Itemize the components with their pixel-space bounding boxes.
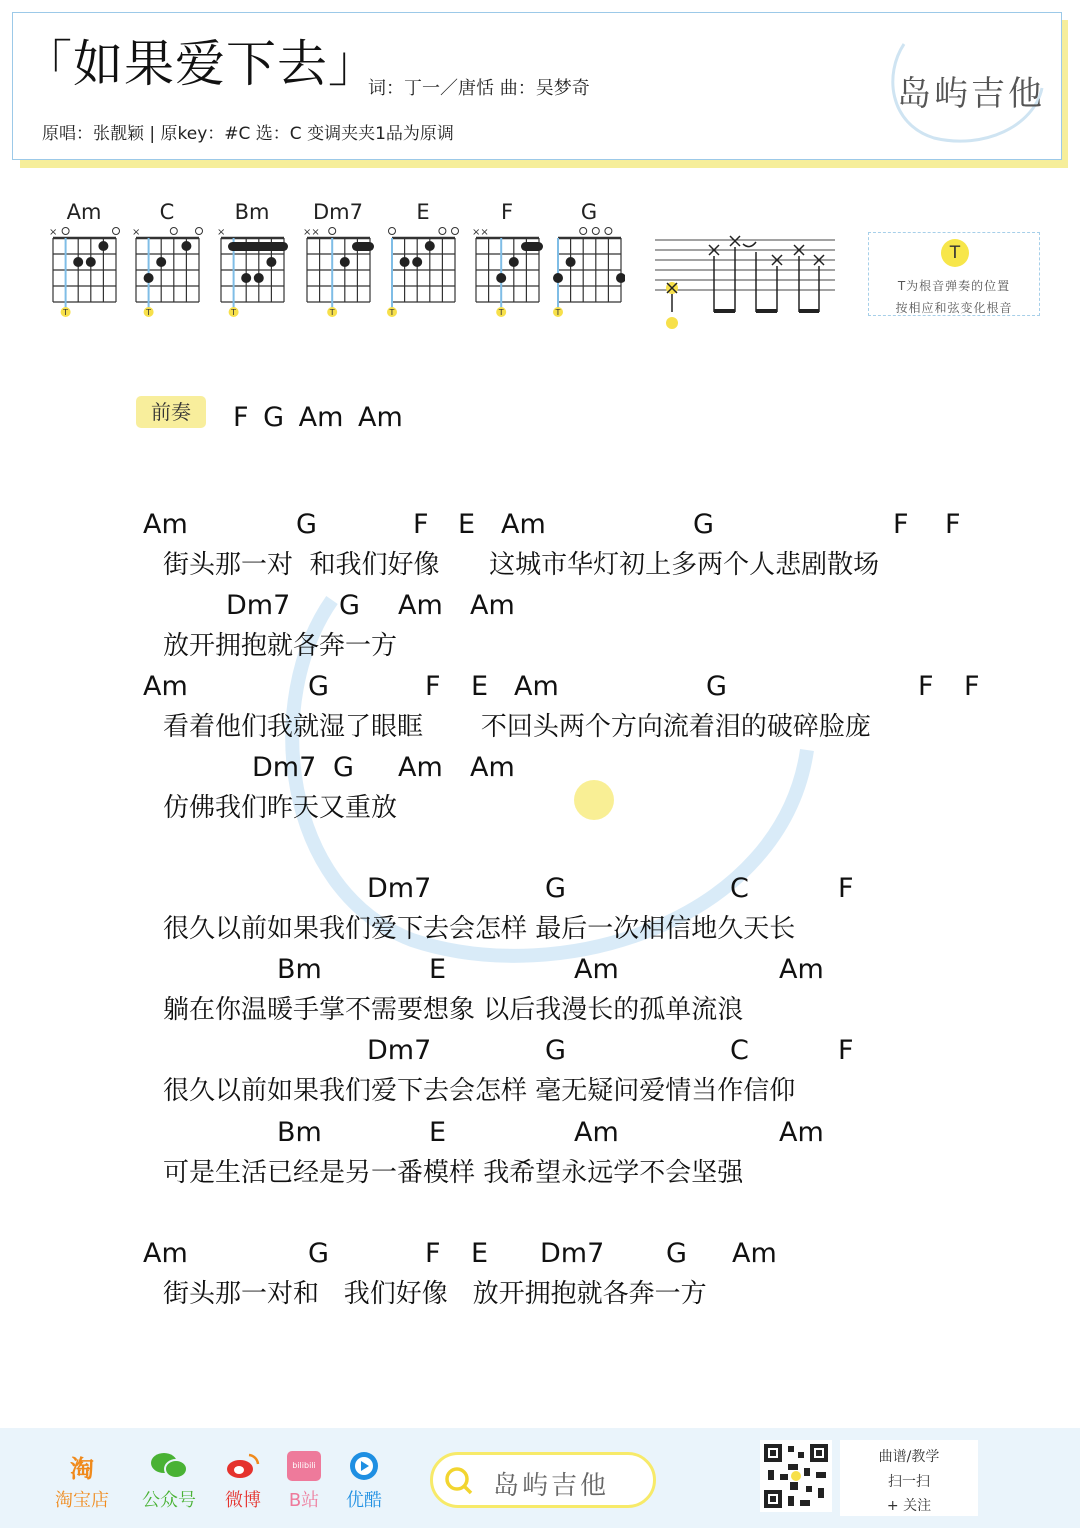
chord-label: Am [574, 1117, 619, 1148]
lyric-line: 仿佛我们昨天又重放 [163, 793, 398, 823]
chord-label: Am [779, 1117, 824, 1148]
footer-label: 淘宝店 [55, 1490, 109, 1511]
chord-label: G [545, 873, 566, 904]
chord-label: Am [732, 1238, 777, 1269]
fretboard-icon [553, 226, 625, 320]
chord-label: Am [398, 752, 443, 783]
chord-label: G [333, 752, 354, 783]
qr-caption-line: + 关注 [886, 1498, 932, 1514]
root-marker: T [389, 308, 395, 317]
chord-label: F [838, 1035, 854, 1066]
chord-name: E [416, 200, 430, 224]
chord-diagram-dm7 [302, 200, 374, 320]
chord-label: Am [779, 954, 824, 985]
root-note-legend [868, 232, 1040, 316]
footer-wechat[interactable] [139, 1450, 199, 1512]
footer-weibo[interactable] [213, 1450, 273, 1512]
root-marker: T [231, 308, 237, 317]
chord-name: Am [66, 200, 102, 224]
footer-youku[interactable] [334, 1450, 394, 1512]
chord-label: Am [143, 509, 188, 540]
lyric-line: 躺在你温暖手掌不需要想象 以后我漫长的孤单流浪 [163, 995, 744, 1025]
lyric-line: 可是生活已经是另一番模样 我希望永远学不会坚强 [163, 1158, 744, 1188]
chord-label: F [425, 671, 441, 702]
search-text: 岛屿吉他 [493, 1471, 610, 1501]
chord-diagram-f [471, 200, 543, 320]
footer-taobao[interactable] [52, 1450, 112, 1512]
chord-label: Dm7 [226, 590, 291, 621]
fretboard-icon [216, 226, 288, 320]
chord-label: F [918, 671, 934, 702]
youku-icon [348, 1450, 380, 1482]
root-note-badge: T [941, 239, 969, 267]
chord-label: G [545, 1035, 566, 1066]
chord-diagram-g [553, 200, 625, 320]
root-marker: T [329, 308, 335, 317]
song-title: 「如果爱下去」 [22, 35, 379, 93]
chord-label: G [308, 1238, 329, 1269]
qr-caption-line: 扫一扫 [888, 1474, 930, 1490]
svg-text:×: × [132, 227, 141, 238]
root-marker: T [498, 308, 504, 317]
lyric-line: 看着他们我就湿了眼眶 不回头两个方向流着泪的破碎脸庞 [163, 712, 871, 742]
wechat-icon [149, 1451, 189, 1481]
intro-label: 前奏 [136, 396, 206, 428]
chord-name: Dm7 [313, 200, 363, 224]
chord-label: G [706, 671, 727, 702]
lyric-line: 放开拥抱就各奔一方 [163, 631, 398, 661]
chord-diagram-bm [216, 200, 288, 320]
fretboard-icon [471, 226, 543, 320]
lyric-line: 街头那一对 和我们好像 这城市华灯初上多两个人悲剧散场 [163, 550, 880, 580]
chord-label: Am [470, 752, 515, 783]
lyric-line: 街头那一对和 我们好像 放开拥抱就各奔一方 [163, 1279, 707, 1309]
root-marker: T [63, 308, 69, 317]
footer-bilibili[interactable] [274, 1450, 334, 1512]
song-meta: 原唱：张靓颖 | 原key：#C 选：C 变调夹夹1品为原调 [42, 124, 454, 144]
chord-label: Dm7 [367, 1035, 432, 1066]
qr-code-icon[interactable] [760, 1440, 832, 1512]
brand-logo-text: 岛屿吉他 [897, 74, 1045, 114]
chord-label: Am [143, 671, 188, 702]
footer-label: 公众号 [142, 1490, 196, 1511]
chord-label: C [730, 873, 749, 904]
chord-label: F [425, 1238, 441, 1269]
legend-line-2: 按相应和弦变化根音 [895, 301, 1013, 315]
chord-label: C [730, 1035, 749, 1066]
svg-text:×: × [49, 227, 58, 238]
chord-label: Am [143, 1238, 188, 1269]
chord-diagram-e [387, 200, 459, 320]
chord-label: Bm [277, 1117, 322, 1148]
chord-label: F [838, 873, 854, 904]
footer-label: 微博 [225, 1490, 261, 1511]
chord-label: Dm7 [540, 1238, 605, 1269]
chord-label: E [471, 1238, 489, 1269]
chord-diagram-am [48, 200, 120, 320]
lyric-line: 很久以前如果我们爱下去会怎样 最后一次相信地久天长 [163, 914, 796, 944]
chord-label: G [693, 509, 714, 540]
brand-search-box[interactable] [430, 1452, 656, 1508]
chord-diagram-c [131, 200, 203, 320]
chord-label: F [893, 509, 909, 540]
chord-label: E [458, 509, 476, 540]
footer-label: 优酷 [346, 1490, 382, 1511]
chord-label: Am [501, 509, 546, 540]
root-marker: T [146, 308, 152, 317]
chord-label: F [964, 671, 980, 702]
chord-label: Am [514, 671, 559, 702]
svg-text:××: ×× [303, 227, 320, 238]
fretboard-icon [302, 226, 374, 320]
bilibili-icon [287, 1451, 321, 1481]
chord-label: Am [470, 590, 515, 621]
chord-label: G [339, 590, 360, 621]
svg-text:×: × [217, 227, 226, 238]
chord-label: G [308, 671, 329, 702]
fretboard-icon [387, 226, 459, 320]
chord-label: F [413, 509, 429, 540]
fretboard-icon [48, 226, 120, 320]
legend-line-1: T为根音弹奏的位置 [897, 279, 1011, 293]
chord-name: F [500, 200, 514, 224]
song-credits: 词：丁一／唐恬 曲：吴梦奇 [368, 78, 590, 99]
chord-label: Bm [277, 954, 322, 985]
chord-label: G [296, 509, 317, 540]
lyric-line: 很久以前如果我们爱下去会怎样 毫无疑问爱情当作信仰 [163, 1076, 796, 1106]
chord-label: Am [398, 590, 443, 621]
root-marker: T [555, 308, 561, 317]
chord-label: E [471, 671, 489, 702]
chord-label: E [429, 954, 447, 985]
chord-name: C [159, 200, 175, 224]
search-icon [443, 1465, 475, 1497]
svg-text:××: ×× [472, 227, 489, 238]
fretboard-icon [131, 226, 203, 320]
chord-label: Dm7 [252, 752, 317, 783]
chord-name: Bm [234, 200, 270, 224]
chord-name: G [580, 200, 598, 224]
chord-label: E [429, 1117, 447, 1148]
chord-label: Dm7 [367, 873, 432, 904]
footer-label: B站 [288, 1490, 320, 1511]
taobao-icon: 淘 [70, 1454, 94, 1483]
chord-label: G [666, 1238, 687, 1269]
chord-label: F [945, 509, 961, 540]
intro-chords: F G Am Am [233, 402, 403, 433]
qr-caption-line: 曲谱/教学 [878, 1449, 940, 1465]
qr-caption-card [840, 1440, 978, 1516]
strum-pattern-icon [650, 232, 840, 332]
weibo-icon [225, 1451, 261, 1481]
chord-label: Am [574, 954, 619, 985]
bilibili-text: bilibili [292, 1461, 316, 1470]
